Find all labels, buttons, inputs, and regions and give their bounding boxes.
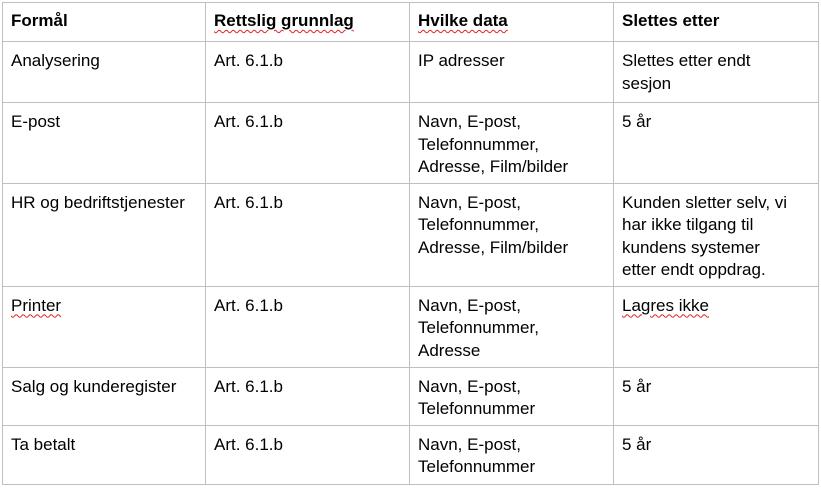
cell-line: 5 år (622, 376, 652, 396)
cell-slettes (614, 183, 819, 286)
cell-line: 5 år (622, 434, 652, 454)
table-header-row (3, 3, 819, 42)
cell-grunnlag: Art. 6.1.b (206, 103, 410, 184)
cell-line: sesjon (622, 73, 672, 93)
cell-data (410, 183, 614, 286)
cell-line: Lagres ikke (622, 295, 709, 315)
header-rettslig-grunnlag: Rettslig grunnlag (206, 3, 410, 42)
cell-grunnlag: Art. 6.1.b (206, 367, 410, 425)
cell-line: Adresse, Film/bilder (418, 157, 569, 176)
table-row (3, 367, 819, 425)
header-hvilke-data: Hvilke data (410, 3, 614, 42)
cell-line: Telefonnummer (418, 457, 536, 476)
cell-line: Kunden sletter selv, vi (622, 192, 788, 212)
cell-formal: Printer (3, 286, 206, 367)
cell-data (410, 103, 614, 184)
cell-line: IP adresser (418, 51, 505, 70)
cell-line: Adresse, Film/bilder (418, 237, 569, 257)
cell-slettes (614, 425, 819, 484)
data-processing-table (2, 2, 819, 485)
cell-formal: Analysering (3, 42, 206, 103)
cell-line: Navn, E-post, (418, 192, 521, 212)
table-row (3, 286, 819, 367)
cell-line: Navn, E-post, (418, 434, 521, 454)
cell-formal: Ta betalt (3, 425, 206, 484)
cell-slettes (614, 286, 819, 367)
table-row (3, 425, 819, 484)
cell-formal: Salg og kunderegister (3, 367, 206, 425)
table-row (3, 103, 819, 184)
cell-line: Adresse (418, 340, 481, 360)
cell-grunnlag: Art. 6.1.b (206, 286, 410, 367)
cell-line: Slettes etter endt (622, 51, 751, 70)
cell-formal: E-post (3, 103, 206, 184)
cell-data (410, 425, 614, 484)
cell-data (410, 286, 614, 367)
cell-slettes (614, 42, 819, 103)
table-row (3, 42, 819, 103)
header-formal: Formål (3, 3, 206, 42)
cell-line: Telefonnummer, (418, 318, 539, 337)
cell-slettes (614, 103, 819, 184)
cell-line: Telefonnummer (418, 399, 536, 418)
header-slettes-etter: Slettes etter (614, 3, 819, 42)
cell-data (410, 367, 614, 425)
cell-formal: HR og bedriftstjenester (3, 183, 206, 286)
cell-line: Navn, E-post, (418, 295, 521, 315)
cell-slettes (614, 367, 819, 425)
table-row (3, 183, 819, 286)
cell-data (410, 42, 614, 103)
cell-line: kundens systemer (622, 237, 760, 257)
cell-grunnlag: Art. 6.1.b (206, 42, 410, 103)
cell-line: etter endt oppdrag. (622, 260, 766, 279)
cell-line: Navn, E-post, (418, 376, 521, 396)
cell-line: Telefonnummer, (418, 134, 539, 154)
cell-grunnlag: Art. 6.1.b (206, 183, 410, 286)
cell-line: har ikke tilgang til (622, 215, 754, 234)
cell-line: Navn, E-post, (418, 112, 521, 131)
cell-line: 5 år (622, 112, 652, 131)
cell-grunnlag: Art. 6.1.b (206, 425, 410, 484)
cell-line: Telefonnummer, (418, 215, 539, 234)
